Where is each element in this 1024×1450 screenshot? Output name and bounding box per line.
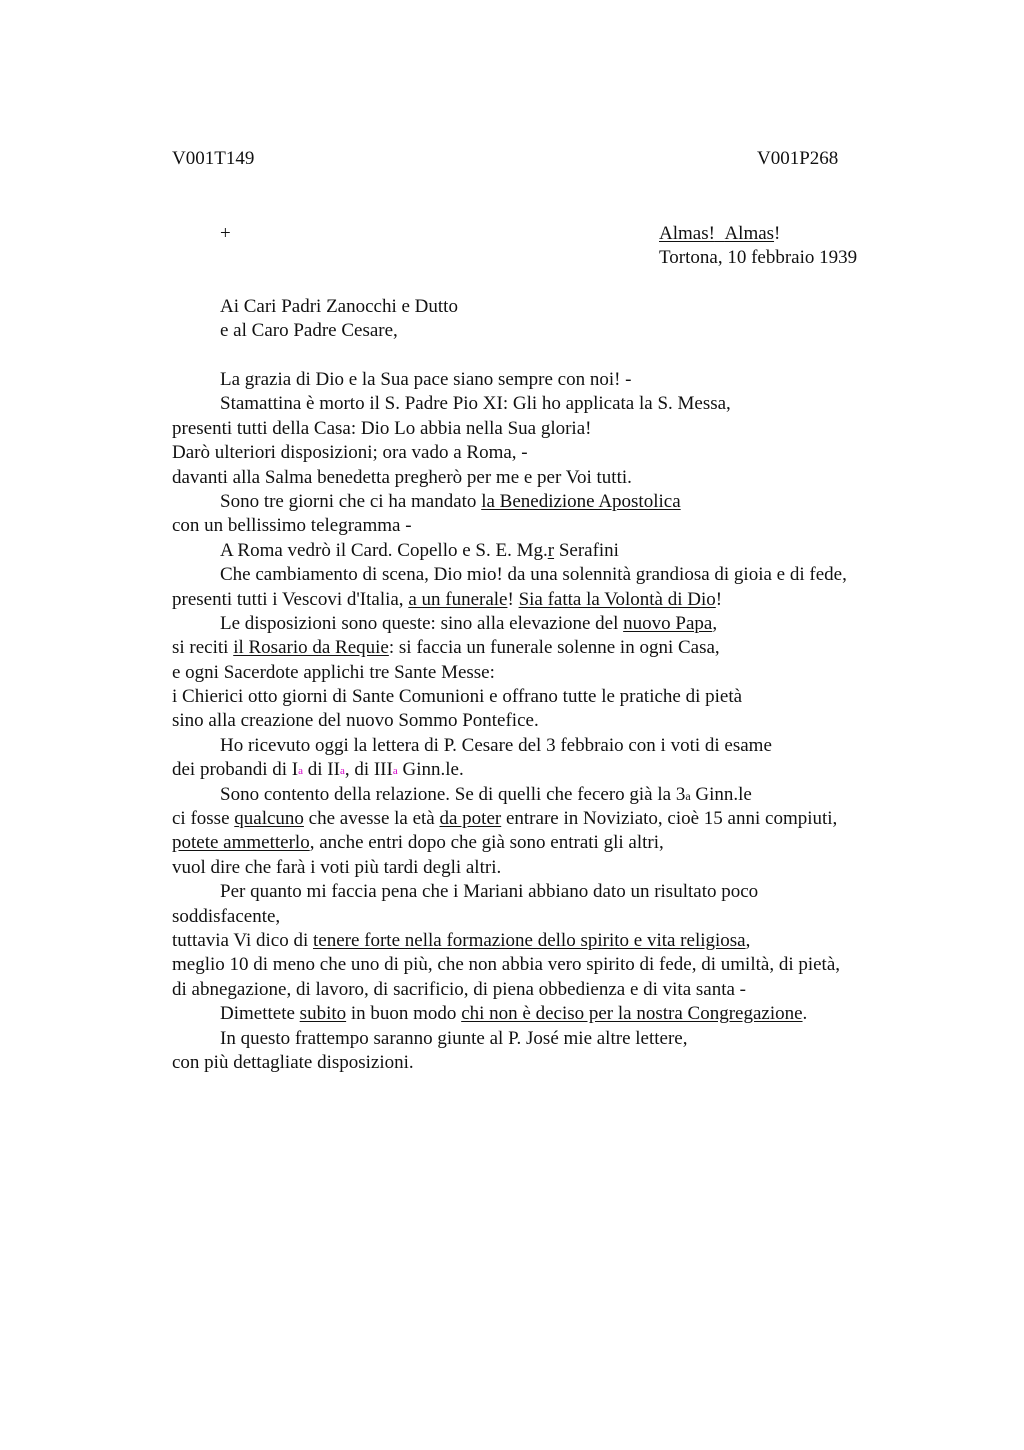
underlined-phrase: r: [547, 539, 555, 561]
place-date: Tortona, 10 febbraio 1939: [659, 247, 858, 268]
body-line: con un bellissimo telegramma -: [172, 515, 412, 537]
body-line: Che cambiamento di scena, Dio mio! da una solennità grandiosa di gioia e di fede,: [220, 564, 847, 586]
body-line: [172, 783, 932, 807]
cross-mark: +: [220, 223, 231, 244]
text-run: dei probandi di I: [172, 759, 299, 781]
body-line: e ogni Sacerdote applichi tre Sante Messe:: [172, 661, 495, 683]
underlined-phrase: chi non è deciso per la nostra Congregazione: [461, 1003, 803, 1025]
motto: [659, 222, 780, 246]
text-run: Le disposizioni sono queste: sino alla elevazione del: [220, 612, 624, 634]
text-run: si reciti: [172, 637, 234, 659]
text-run: : si faccia un funerale solenne in ogni Casa,: [388, 637, 720, 659]
body-line: vuol dire che farà i voti più tardi degli altri.: [172, 856, 502, 878]
ordinal-superscript: a: [339, 765, 345, 778]
body-line: Stamattina è morto il S. Padre Pio XI: Gli ho applicata la S. Messa,: [220, 393, 731, 415]
underlined-phrase: il Rosario da Requie: [233, 637, 389, 659]
text-run: ,: [712, 612, 718, 634]
body-line: [172, 1002, 932, 1026]
text-run: A Roma vedrò il Card. Copello e S. E. Mg.: [220, 539, 548, 561]
text-run: in buon modo: [346, 1003, 462, 1025]
text-run: !: [715, 588, 723, 610]
archive-code-right: V001P268: [757, 148, 839, 169]
ordinal-superscript: a: [685, 788, 691, 803]
text-run: entrare in Noviziato, cioè 15 anni compiuti,: [501, 808, 838, 830]
motto-first: Almas!: [659, 223, 715, 244]
body-line: [172, 929, 932, 953]
body-line: davanti alla Salma benedetta pregherò per me e per Voi tutti.: [172, 466, 632, 488]
body-line: [172, 831, 932, 855]
salutation-line-2: e al Caro Padre Cesare,: [220, 320, 398, 341]
body-line: [172, 539, 932, 563]
body-line: di abnegazione, di lavoro, di sacrificio, di piena obbedienza e di vita santa -: [172, 978, 747, 1000]
text-run: , anche entri dopo che già sono entrati gli altri,: [309, 832, 664, 854]
ordinal-superscript: a: [298, 765, 303, 778]
underlined-phrase: la Benedizione Apostolica: [481, 490, 681, 512]
text-run: Ginn.le: [690, 783, 752, 805]
text-run: Ginn.le.: [397, 759, 464, 781]
motto-gap: [715, 223, 725, 244]
text-run: ci fosse: [172, 808, 235, 830]
text-run: che avesse la età: [303, 808, 440, 830]
ordinal-superscript: a: [392, 765, 398, 778]
underlined-phrase: subito: [299, 1003, 347, 1025]
letter-body: [172, 368, 932, 1075]
salutation-line-1: Ai Cari Padri Zanocchi e Dutto: [220, 296, 458, 317]
body-line: [172, 807, 932, 831]
text-run: , di III: [344, 759, 393, 781]
body-line: soddisfacente,: [172, 905, 281, 927]
body-line: [172, 758, 932, 782]
underlined-phrase: Sia fatta la Volontà di Dio: [518, 588, 716, 610]
underlined-phrase: tenere forte nella formazione dello spirito e vita religiosa: [313, 929, 746, 951]
underlined-phrase: da poter: [439, 808, 502, 830]
text-run: ,: [745, 929, 751, 951]
body-line: [172, 612, 932, 636]
underlined-phrase: nuovo Papa: [623, 612, 713, 634]
text-run: tuttavia Vi dico di: [172, 929, 313, 951]
body-line: sino alla creazione del nuovo Sommo Pontefice.: [172, 710, 539, 732]
underlined-phrase: potete ammetterlo: [172, 832, 310, 854]
text-run: di II: [303, 759, 340, 781]
body-line: In questo frattempo saranno giunte al P. José mie altre lettere,: [220, 1027, 688, 1049]
text-run: Dimettete: [220, 1003, 300, 1025]
body-line: Per quanto mi faccia pena che i Mariani abbiano dato un risultato poco: [220, 881, 759, 903]
underlined-phrase: a un funerale: [408, 588, 508, 610]
body-line: Ho ricevuto oggi la lettera di P. Cesare del 3 febbraio con i voti di esame: [220, 734, 772, 756]
archive-code-left: V001T149: [172, 148, 255, 169]
text-run: Sono tre giorni che ci ha mandato: [220, 490, 482, 512]
motto-second: Almas: [724, 223, 775, 244]
body-line: meglio 10 di meno che uno di più, che non abbia vero spirito di fede, di umiltà, di pietà,: [172, 954, 841, 976]
text-run: .: [802, 1003, 808, 1025]
body-line: Darò ulteriori disposizioni; ora vado a Roma, -: [172, 442, 528, 464]
body-line: [172, 636, 932, 660]
body-line: La grazia di Dio e la Sua pace siano sempre con noi! -: [220, 369, 632, 390]
text-run: !: [507, 588, 519, 610]
text-run: Serafini: [554, 539, 619, 561]
underlined-phrase: qualcuno: [234, 808, 304, 830]
body-line: con più dettagliate disposizioni.: [172, 1051, 414, 1073]
text-run: presenti tutti i Vescovi d'Italia,: [172, 588, 409, 610]
body-line: i Chierici otto giorni di Sante Comunioni e offrano tutte le pratiche di pietà: [172, 686, 743, 708]
body-line: presenti tutti della Casa: Dio Lo abbia nella Sua gloria!: [172, 417, 592, 439]
body-line: [172, 588, 932, 612]
body-line: [172, 490, 932, 514]
motto-tail: !: [774, 223, 781, 244]
text-run: Sono contento della relazione. Se di quelli che fecero già la 3: [220, 783, 686, 805]
